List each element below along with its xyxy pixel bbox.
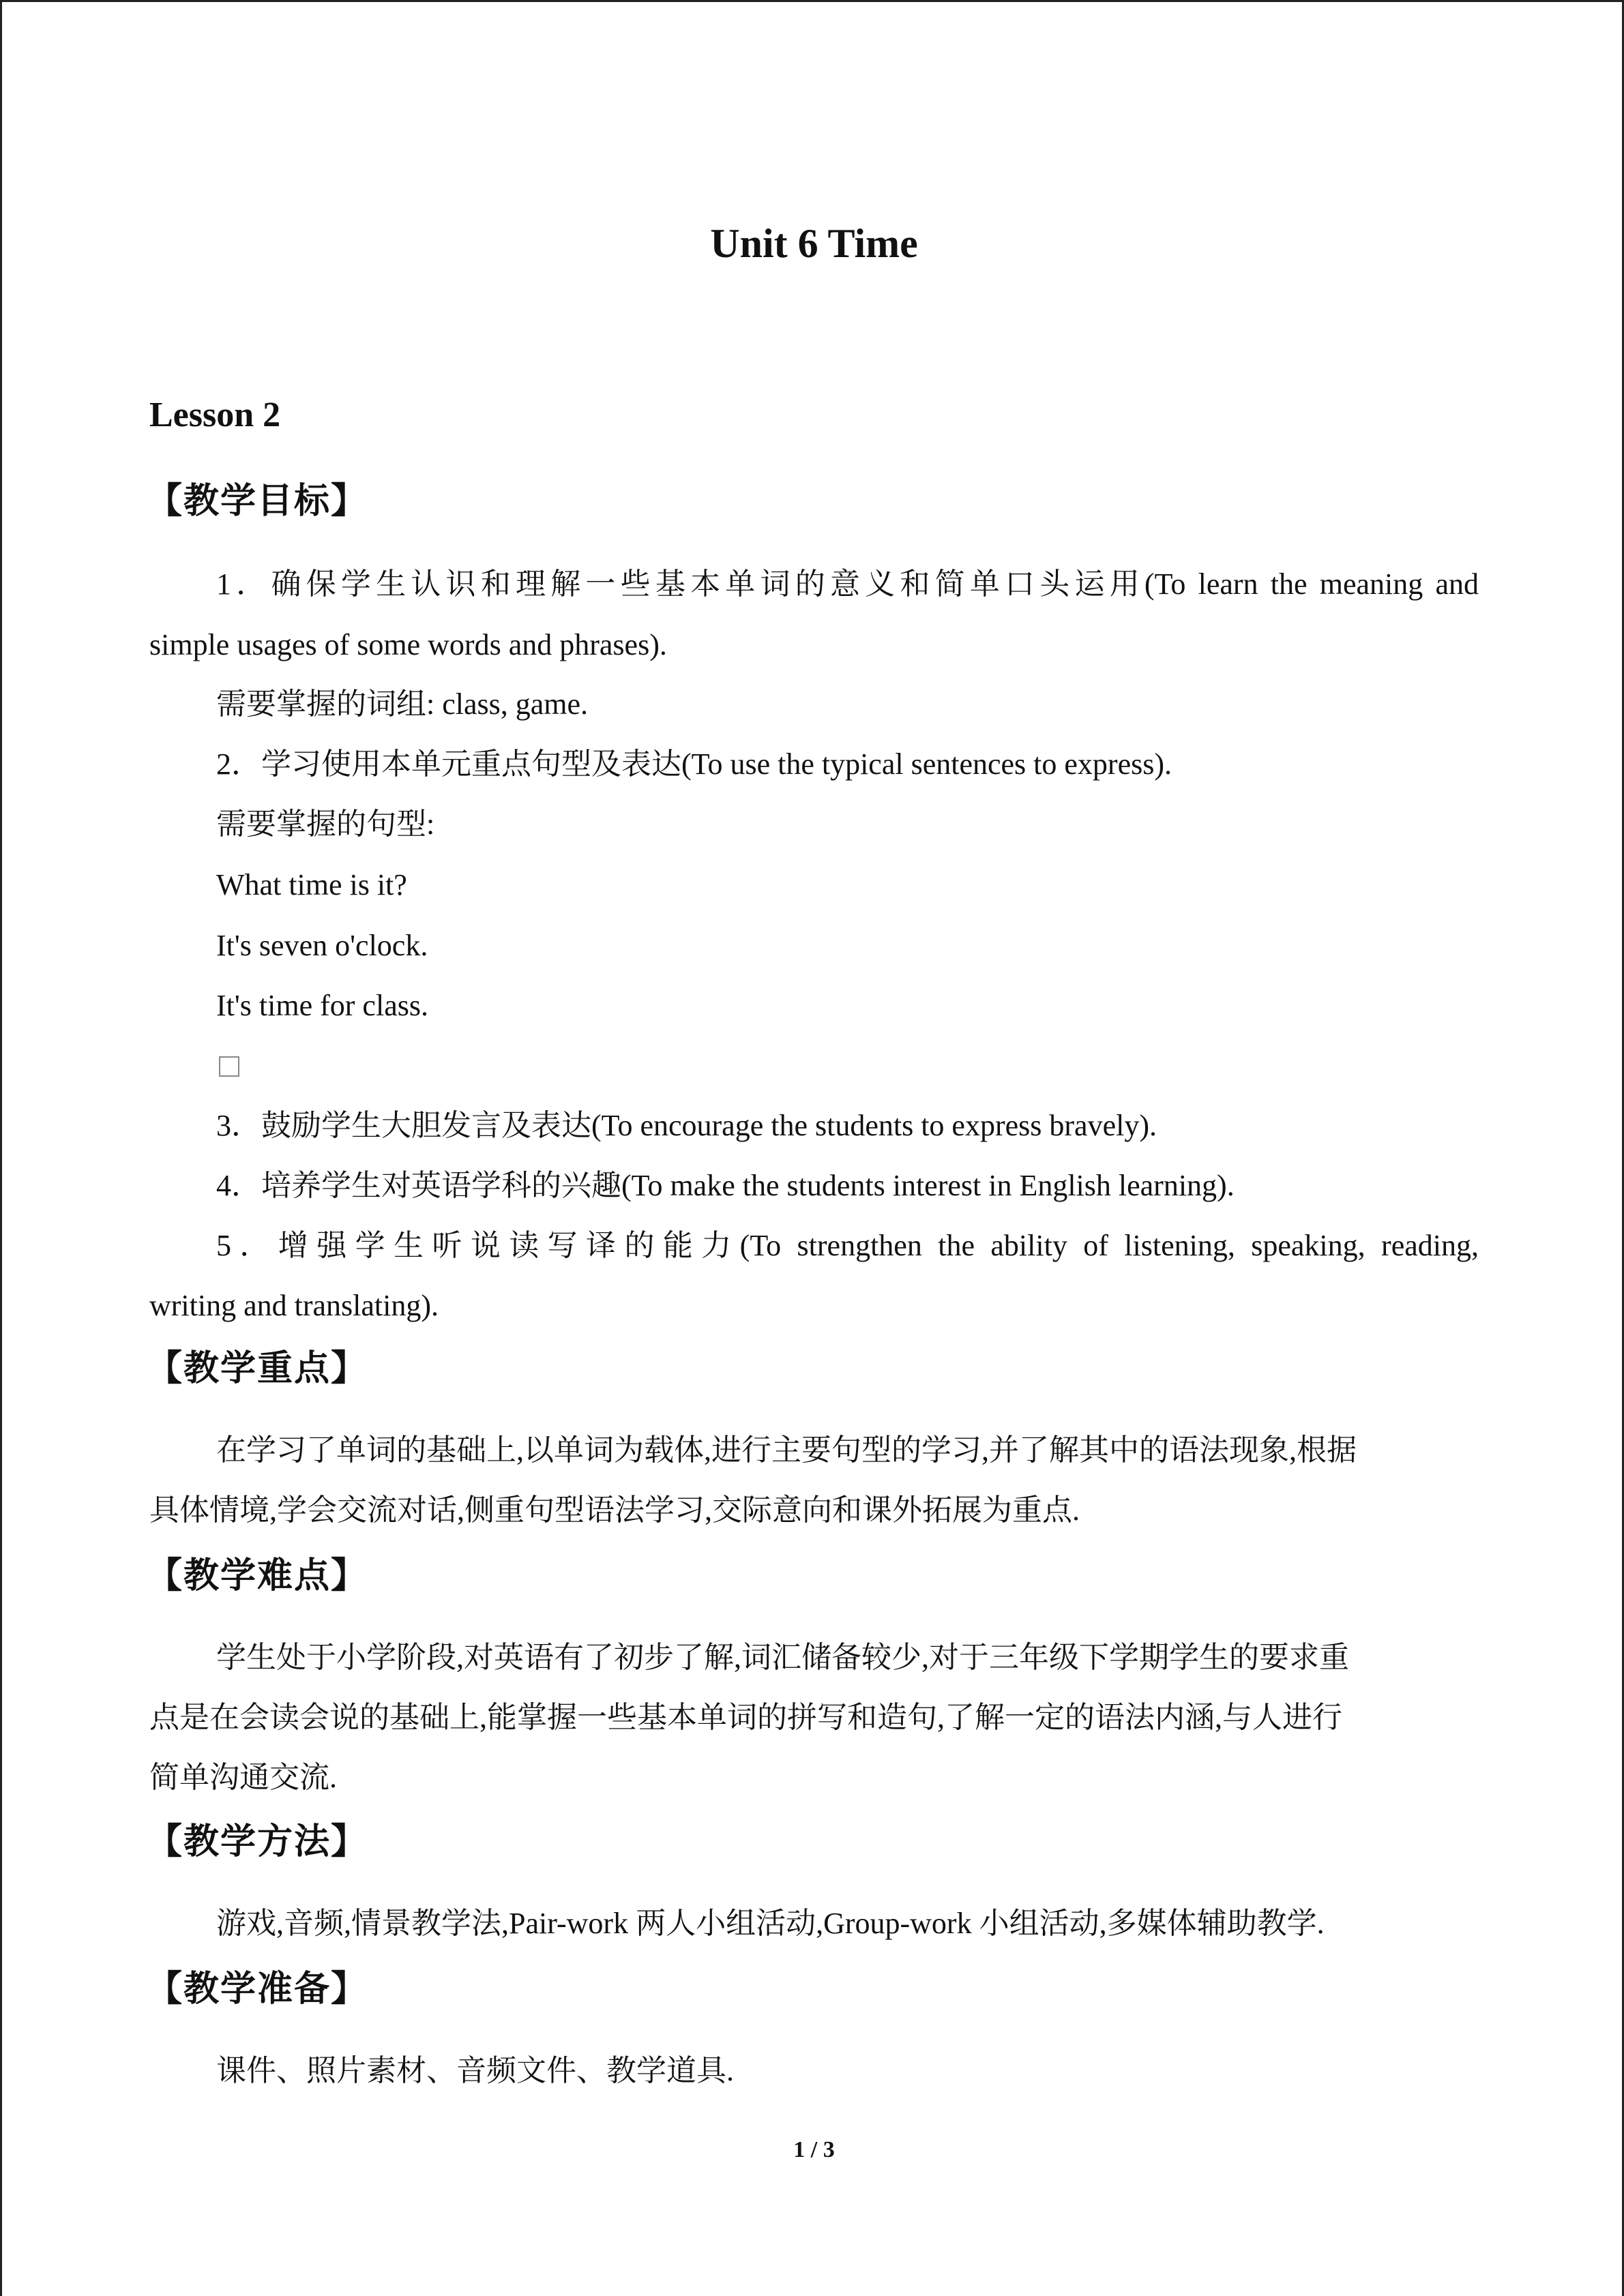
difficulties-line-2: 点是在会读会说的基础上,能掌握一些基本单词的拼写和造句,了解一定的语法内涵,与人进行 (149, 1701, 1342, 1734)
objective-item-3: 3．鼓励学生大胆发言及表达(To encourage the students to express bravely). (216, 1109, 1157, 1142)
objective-item-4: 4．培养学生对英语学科的兴趣(To make the students interest in English learning). (216, 1169, 1235, 1202)
section-heading-key-points: 【教学重点】 (147, 1348, 368, 1389)
pattern-3: It's time for class. (216, 989, 428, 1022)
page-title: Unit 6 Time (710, 221, 918, 266)
objective-item-5-line-2: writing and translating). (149, 1289, 439, 1322)
objective-item-2: 2．学习使用本单元重点句型及表达(To use the typical sentences to express). (216, 747, 1172, 781)
section-heading-objectives: 【教学目标】 (147, 481, 368, 522)
lesson-label: Lesson 2 (149, 396, 281, 434)
preparation-line-1: 课件、照片素材、音频文件、教学道具. (216, 2054, 734, 2087)
section-heading-difficulties: 【教学难点】 (147, 1555, 368, 1596)
key-points-line-2: 具体情境,学会交流对话,侧重句型语法学习,交际意向和课外拓展为重点. (149, 1493, 1080, 1527)
patterns-label: 需要掌握的句型: (216, 807, 435, 841)
key-points-line-1: 在学习了单词的基础上,以单词为载体,进行主要句型的学习,并了解其中的语法现象,根据 (216, 1433, 1357, 1467)
objective-item-5-line-1: 5．增强学生听说读写译的能力(To strengthen the ability of listening, speaking, reading, (216, 1229, 1479, 1262)
difficulties-line-3: 简单沟通交流. (149, 1761, 337, 1794)
section-heading-methods: 【教学方法】 (147, 1821, 368, 1862)
difficulties-line-1: 学生处于小学阶段,对英语有了初步了解,词汇储备较少,对于三年级下学期学生的要求重 (216, 1641, 1349, 1674)
phrases-line: 需要掌握的词组: class, game. (216, 687, 589, 721)
objective-item-1-line-1: 1．确保学生认识和理解一些基本单词的意义和简单口头运用(To learn the meaning and (216, 567, 1479, 601)
section-heading-preparation: 【教学准备】 (147, 1969, 368, 2010)
methods-line-1: 游戏,音频,情景教学法,Pair-work 两人小组活动,Group-work 小组活动,多媒体辅助教学. (216, 1907, 1325, 1940)
checkbox-glyph-icon (219, 1056, 239, 1077)
pattern-2: It's seven o'clock. (216, 929, 428, 962)
pattern-1: What time is it? (216, 868, 407, 901)
page-number: 1 / 3 (793, 2137, 835, 2162)
objective-item-1-line-2: simple usages of some words and phrases). (149, 628, 667, 661)
